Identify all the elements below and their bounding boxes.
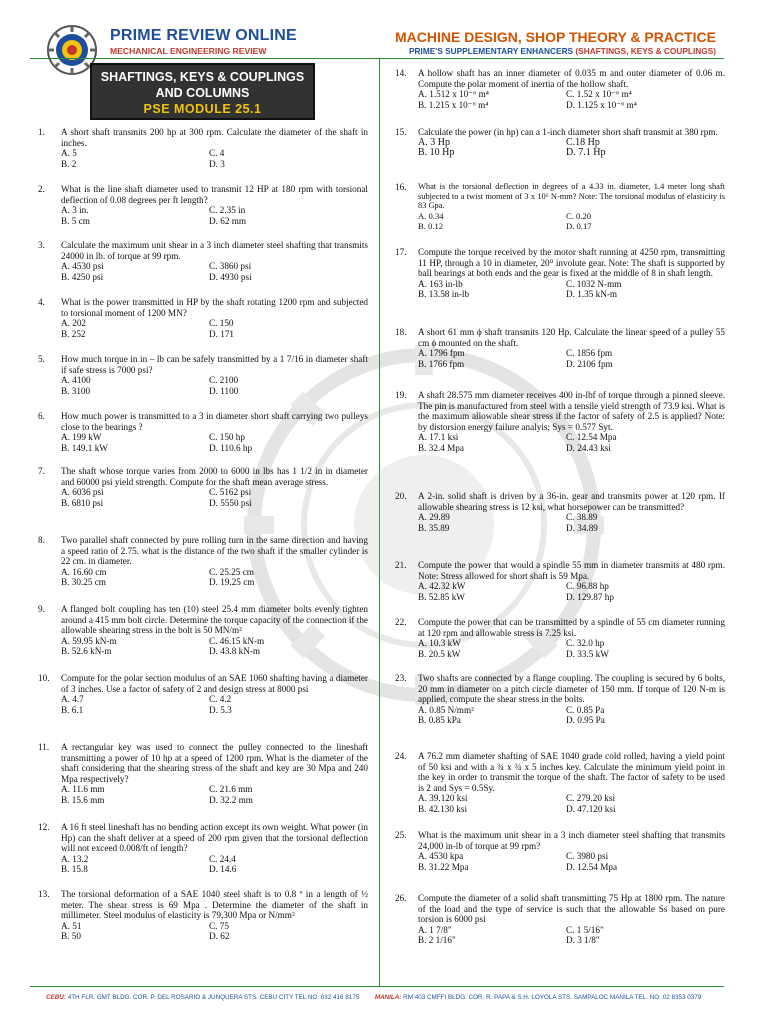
option-d: D. 1.125 x 10⁻⁶ m⁴ [566,99,637,110]
question-item [395,751,725,814]
option-b: B. 0.12 [418,221,444,232]
option-a: A. 6036 psi [61,487,104,497]
question-text: The shaft whose torque varies from 2000 to 6000 in lbs has 1 1/2 in in diameter and 60000 psi yield strength. Compute for the shaft mean average stress. [61,466,368,487]
question-text: What is the line shaft diameter used to transmit 12 HP at 180 rpm with torsional deflection of 0.08 degrees per ft length? [61,184,368,205]
question-number: 12. [38,822,50,832]
option-b: B. 0.85 kPa [418,715,461,725]
option-b: B. 1.215 x 10⁻⁶ m⁴ [418,99,489,110]
option-a: A. 51 [61,920,82,931]
answer-options [418,925,725,946]
question-number: 17. [395,247,407,257]
question-number: 21. [395,560,407,570]
option-d: D. 62 mm [209,215,247,226]
answer-options [61,636,368,657]
question-text: A short 61 mm ϕ shaft transmits 120 Hp. Calculate the linear speed of a pulley 55 cm ϕ mounted on the shaft. [418,327,725,348]
option-c: C. 24.4 [209,853,236,864]
option-a: A. 17.1 ksi [418,432,459,442]
answer-options [61,148,368,169]
option-b: B. 13.58 in-lb [418,289,470,299]
answer-options [418,705,725,726]
subject-subtitle [409,46,716,56]
question-number: 9. [38,604,45,614]
answer-options [418,138,725,159]
brand-subtitle: MECHANICAL ENGINEERING REVIEW [110,46,267,56]
question-text: Two shafts are connected by a flange coupling. The coupling is secured by 6 bolts, 20 mm in diameter on a pitch circle diameter of 150 mm. If torque of 120 N-m is applied, compute the shear stress in the bolts. [418,673,725,704]
option-c: C. 150 [209,318,234,328]
option-b: B. 30.25 cm [61,577,106,587]
option-b: B. 31.22 Mpa [418,861,469,872]
option-c: C. 12.54 Mpa [566,432,617,442]
question-text: What is the power transmitted in HP by the shaft rotating 1200 rpm and subjected to torsional moment of 1200 MN? [61,297,368,318]
footer-rule [30,986,724,987]
column-divider [379,58,380,986]
option-b: B. 3100 [61,385,91,396]
option-b: B. 15.6 mm [61,794,105,805]
option-d: D. 32.2 mm [209,794,253,805]
option-c: C. 4 [209,148,225,158]
question-text: Compute the diameter of a solid shaft transmitting 75 Hp at 1800 rpm. The nature of the load and the type of service is such that the allowable Ss based on pure torsion is 6000 psi [418,893,725,924]
question-number: 11. [38,742,50,752]
option-d: D. 12.54 Mpa [566,861,618,872]
option-c: C. 5162 psi [209,487,252,497]
question-number: 10. [38,673,50,683]
question-number: 8. [38,535,45,545]
question-item [38,889,368,942]
option-d: D. 4930 psi [209,271,252,282]
answer-options [418,851,725,872]
option-c: C. 38.89 [566,512,598,522]
question-item [38,127,368,169]
option-b: B. 52.85 kW [418,591,465,602]
question-item [38,535,368,588]
option-a: A. 199 kW [61,432,102,442]
question-number: 24. [395,751,407,761]
question-number: 13. [38,889,50,899]
question-number: 1. [38,127,45,137]
option-a: A. 163 in-lb [418,278,463,289]
option-a: A. 59.95 kN-m [61,635,117,646]
option-b: B. 50 [61,931,81,941]
answer-options [418,279,725,300]
option-a: A. 16.60 cm [61,566,107,577]
question-number: 15. [395,127,407,137]
question-item [38,240,368,282]
option-d: D. 5.3 [209,704,232,715]
question-text: A hollow shaft has an inner diameter of 0.035 m and outer diameter of 0.06 m. Compute the polar moment of inertia of the hollow shaft. [418,68,725,89]
subject-sub-main: PRIME'S SUPPLEMENTARY ENHANCERS [409,46,574,56]
question-item [38,411,368,453]
brand-title: PRIME REVIEW ONLINE [110,27,297,44]
option-d: D. 110.6 hp [209,442,253,453]
answer-options [61,567,368,588]
option-c: C. 3980 psi [566,851,609,861]
option-d: D. 43.8 kN-m [209,646,261,656]
question-text: What is the maximum unit shear in a 3 inch diameter steel shafting that transmits 24,000 in-lb of torque at 99 rpm? [418,830,725,851]
answer-options [418,581,725,602]
option-b: B. 20.5 kW [418,648,461,659]
question-text: Compute the power that can be transmitted by a spindle of 55 cm diameter running at 120 rpm and allowable stress is 7.25 ksi. [418,617,725,638]
option-b: B. 6.1 [61,704,84,715]
question-text: Compute the power that would a spindle 55 mm in diameter transmits at 480 rpm. Note: Stress allowed for short shaft is 59 Mpa. [418,560,725,581]
question-text: Compute the torque received by the motor shaft running at 4250 rpm, transmitting 11 HP, through a 10 in diameter, 20⁰ involute gear. Note: The shaft is supported by ball bearings at both ends and the gear is fixed at the middle of 8 in shaft length. [418,247,725,278]
answer-options [61,318,368,339]
option-d: D. 34.89 [566,522,598,533]
question-number: 6. [38,411,45,421]
subject-title: MACHINE DESIGN, SHOP THEORY & PRACTICE [394,29,716,45]
option-d: D. 129.87 hp [566,591,614,602]
question-text: Calculate the power (in hp) can a 1-inch diameter short shaft transmit at 380 rpm. [418,127,718,137]
question-text: Compute for the polar section modulus of an SAE 1060 shafting having a diameter of 3 inches. Use a factor of safety of 2 and design stress at 8000 psi [61,673,368,694]
question-number: 25. [395,830,407,840]
option-a: A. 3 Hp [418,136,450,148]
option-d: D. 1100 [209,385,239,396]
question-number: 14. [395,68,407,78]
answer-options [418,793,725,814]
option-a: A. 202 [61,318,87,328]
answer-options [61,375,368,396]
option-c: C. 0.20 [566,210,592,221]
answer-options [61,921,368,942]
module-title-line2: AND COLUMNS [155,86,250,100]
option-c: C. 150 hp [209,432,245,442]
question-number: 19. [395,390,407,400]
option-d: D. 0.95 Pa [566,715,605,725]
option-c: C. 279.20 ksi [566,793,616,803]
question-text: A flanged bolt coupling has ten (10) steel 25.4 mm diameter bolts evenly tighten around a 415 mm bolt circle. Determine the torque capacity of the connection if the allowable shearing stress in the bolt is 50 MN/m² [61,604,368,635]
option-b: B. 35.89 [418,522,450,533]
option-a: A. 39.120 ksi [418,793,468,803]
question-item [395,68,725,110]
option-a: A. 5 [61,148,77,158]
option-c: C. 32.0 hp [566,638,605,648]
question-item [395,247,725,300]
question-text: A 2-in. solid shaft is driven by a 36-in. gear and transmits power at 120 rpm. If allowable shearing stress is 12 ksi, what horsepower can be transmitted? [418,491,725,512]
option-d: D. 3 [209,158,225,169]
question-item [38,742,368,805]
question-number: 20. [395,491,407,501]
option-c: C. 1.52 x 10⁻⁶ m⁴ [566,89,632,99]
option-c: C.18 Hp [566,136,600,148]
option-c: C. 4.2 [209,694,232,704]
option-b: B. 2 1/16" [418,935,456,945]
question-text: A shaft 28.575 mm diameter receives 400 in-lbf of torque through a pinned sleeve. The pin is manufactured from steel with a tensile yield strength of 73.9 ksi. What is the maximum allowable shear stress if the factor of safety of 2.5 is applied? Note: by distorsion energy failure analyis; Sys = 0.577 Syt. [418,390,725,432]
option-b: B. 252 [61,328,86,339]
footer-addresses [46,994,728,1001]
option-c: C. 1 5/16" [566,924,604,935]
module-number: PSE MODULE 25.1 [143,102,262,116]
option-b: B. 32.4 Mpa [418,442,464,453]
answer-options [61,261,368,282]
answer-options [61,854,368,875]
question-text: Two parallel shaft connected by pure rolling turn in the same direction and having a speed ratio of 2.75. what is the distance of the two shaft if the smaller cylinder is 22 cm. in diameter. [61,535,368,566]
question-number: 23. [395,673,407,683]
option-a: A. 29.89 [418,512,450,522]
option-a: A. 13.2 [61,853,89,864]
option-a: A. 4530 psi [61,261,104,271]
module-title-line1: SHAFTINGS, KEYS & COUPLINGS [100,70,305,84]
question-number: 7. [38,466,45,476]
question-number: 22. [395,617,407,627]
option-c: C. 25.25 cm [209,566,254,577]
answer-options [418,512,725,533]
question-item [395,893,725,946]
option-d: D. 2106 fpm [566,358,613,369]
option-c: C. 46.15 kN-m [209,635,265,646]
question-item [38,354,368,396]
question-item [395,127,725,159]
option-a: A. 1796 fpm [418,348,465,358]
option-c: C. 1856 fpm [566,348,613,358]
answer-options [418,89,725,110]
option-c: C. 21.6 mm [209,784,253,794]
answer-options [418,432,725,453]
option-d: D. 3 1/8" [566,935,600,945]
answer-options [61,784,368,805]
option-b: B. 149.1 kW [61,442,108,453]
option-d: D. 5550 psi [209,497,252,508]
option-a: A. 4100 [61,375,91,385]
question-number: 3. [38,240,45,250]
answer-options [61,694,368,715]
question-item [38,297,368,339]
question-item [395,327,725,369]
option-a: A. 11.6 mm [61,784,105,794]
subject-sub-topic: (SHAFTINGS, KEYS & COUPLINGS) [575,46,716,56]
option-c: C. 0.85 Pa [566,704,605,715]
question-text: How much torque in in – lb can be safely transmitted by a 1 7/16 in diameter shaft if safe stress is 7000 psi? [61,354,368,375]
question-item [38,604,368,657]
answer-options [61,205,368,226]
question-text: How much power is transmitted to a 3 in diameter short shaft carrying two pulleys close to the bearings ? [61,411,368,432]
option-d: D. 1.35 kN-m [566,289,618,299]
option-a: A. 4530 kpa [418,851,464,861]
question-text: A rectangular key was used to connect the pulley connected to the lineshaft transmitting a power of 10 hp at a speed of 1200 rpm. What is the diameter of the shaft considering that the shearing stress of the shaft and key are 30 Mpa and 240 Mpa respectively? [61,742,368,784]
option-a: A. 3 in. [61,205,89,215]
question-item [395,491,725,533]
question-number: 4. [38,297,45,307]
option-a: A. 0.85 N/mm² [418,704,474,715]
option-c: C. 2.35 in [209,205,246,215]
option-b: B. 6810 psi [61,497,104,508]
question-item [395,830,725,872]
module-title-box [90,63,315,120]
option-a: A. 1 7/8" [418,924,452,935]
option-d: D. 24.43 ksi [566,442,611,453]
question-text: A 16 ft steel lineshaft has no bending action except its own weight. What power (in Hp) can the shaft deliver at a speed of 200 rpm given that the torsional deflection will not exceed 0.008/ft of length? [61,822,368,853]
option-c: C. 2100 [209,375,239,385]
option-b: B. 2 [61,158,77,169]
option-d: D. 19.25 cm [209,577,255,587]
option-b: B. 10 Hp [418,147,455,158]
option-b: B. 15.8 [61,864,88,874]
answer-options [61,487,368,508]
manila-label: MANILA: [374,994,402,1001]
option-b: B. 4250 psi [61,271,104,282]
question-item [38,822,368,875]
answer-options [61,432,368,453]
option-c: C. 1032 N-mm [566,278,622,289]
option-b: B. 5 cm [61,215,90,226]
answer-options [418,211,725,232]
option-c: C. 3860 psi [209,261,252,271]
question-item [395,390,725,453]
question-number: 18. [395,327,407,337]
question-item [38,184,368,226]
question-text: Calculate the maximum unit shear in a 3 inch diameter steel shafting that transmits 24000 in lb. of torque at 99 rpm. [61,240,368,261]
question-text: What is the torsional deflection in degrees of a 4.33 in. diameter, 1.4 meter long shaft subjected to a twist moment of 3 x 10⁶ N-mm? Note: The torsional modulus of elasticity is 83 Gpa. [418,182,725,211]
option-d: D. 47.120 ksi [566,803,616,814]
question-item [395,673,725,726]
option-a: A. 1.512 x 10⁻⁶ m⁴ [418,89,489,99]
option-c: C. 96.88 hp [566,581,609,591]
question-item [395,182,725,232]
question-number: 5. [38,354,45,364]
question-number: 2. [38,184,45,194]
option-b: B. 1766 fpm [418,358,465,369]
header-rule [30,58,724,59]
question-number: 26. [395,893,407,903]
option-d: D. 14.6 [209,864,237,874]
answer-options [418,638,725,659]
cebu-address: 4TH FLR. GMT BLDG. COR. P. DEL ROSARIO & JUNQUERA STS. CEBU CITY TEL NO. 032 416 8175 [67,994,360,1001]
question-item [38,466,368,508]
question-item [395,617,725,659]
question-text: The torsional deformation of a SAE 1040 steel shaft is to 0.8 º in a length of ½ meter. The shear stress is 69 Mpa . Determine the diameter of the shaft in millimeter. Steel modulus of elasticity is 79,300 Mpa or N/mm² [61,889,368,920]
option-a: A. 4.7 [61,694,84,704]
manila-address: RM 403 CMFFI BLDG. COR. R. PAPA & S.H. LOYOLA STS. SAMPALOC MANILA TEL. NO. 02 8353 0379 [403,994,702,1001]
option-a: A. 42.32 kW [418,581,466,591]
question-item [38,673,368,715]
option-d: D. 7.1 Hp [566,147,606,158]
question-item [395,560,725,602]
cebu-label: CEBU: [46,994,66,1001]
option-c: C. 75 [209,920,229,931]
question-text: A 76.2 mm diameter shafting of SAE 1040 grade cold rolled, having a yield point of 50 ksi and with a ¾ x ¾ x 5 inches key. Calculate the minimum yield point in the key in order to transmit the torque of the shaft. The factor of safety to be used is 2 and Sys = 0.5Sy. [418,751,725,793]
option-d: D. 33.5 kW [566,648,609,659]
question-number: 16. [395,182,407,192]
option-d: D. 171 [209,328,235,339]
option-b: B. 42.130 ksi [418,803,468,814]
option-a: A. 0.34 [418,210,444,221]
option-b: B. 52.6 kN-m [61,646,112,656]
question-text: A short shaft transmits 200 hp at 300 rpm. Calculate the diameter of the shaft in inches. [61,127,368,148]
answer-options [418,348,725,369]
option-a: A. 10.3 kW [418,638,461,648]
option-d: D. 62 [209,931,230,941]
option-d: D. 0.17 [566,221,592,232]
